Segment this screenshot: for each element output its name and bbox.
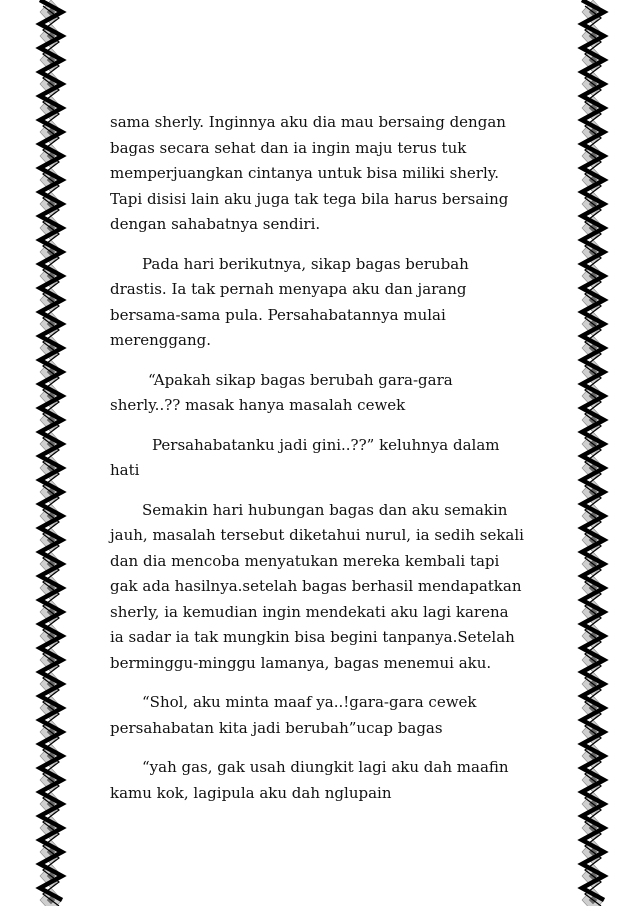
paragraph-6-dialogue: “Shol, aku minta maaf ya..!gara-gara cewek persahabatan kita jadi berubah”ucap bagas	[110, 693, 477, 737]
paragraph-2: Pada hari berikutnya, sikap bagas berubah drastis. Ia tak pernah menyapa aku dan jarang bersama-sama pula. Persahabatannya mulai merenggang.	[110, 254, 469, 349]
paragraph-4-dialogue: Persahabatanku jadi gini..??” keluhnya dalam hati	[110, 435, 500, 479]
paragraph-3-dialogue: “Apakah sikap bagas berubah gara-gara sherly..?? masak hanya masalah cewek	[110, 370, 453, 414]
right-zigzag-border-graphic	[576, 0, 610, 906]
left-decorative-border	[34, 0, 68, 906]
right-decorative-border	[576, 0, 610, 906]
paragraph-7-dialogue: “yah gas, gak usah diungkit lagi aku dah maafin kamu kok, lagipula aku dah nglupain	[110, 758, 509, 802]
left-zigzag-border-graphic	[34, 0, 68, 906]
paragraph-1: sama sherly. Inginnya aku dia mau bersaing dengan bagas secara sehat dan ia ingin maju terus tuk memperjuangkan cintanya untuk bisa miliki sherly. Tapi disisi lain aku juga tak tega bila harus bersaing dengan sahabatnya sendiri.	[110, 113, 509, 233]
page-body	[110, 110, 530, 820]
paragraph-5: Semakin hari hubungan bagas dan aku semakin jauh, masalah tersebut diketahui nurul, ia sedih sekali dan dia mencoba menyatukan mereka kembali tapi gak ada hasilnya.setelah bagas berhasil mendapatkan sherly, ia kemudian ingin mendekati aku lagi karena ia sadar ia tak mungkin bisa begini tanpanya.Setelah berminggu-minggu lamanya, bagas menemui aku.	[110, 500, 524, 672]
